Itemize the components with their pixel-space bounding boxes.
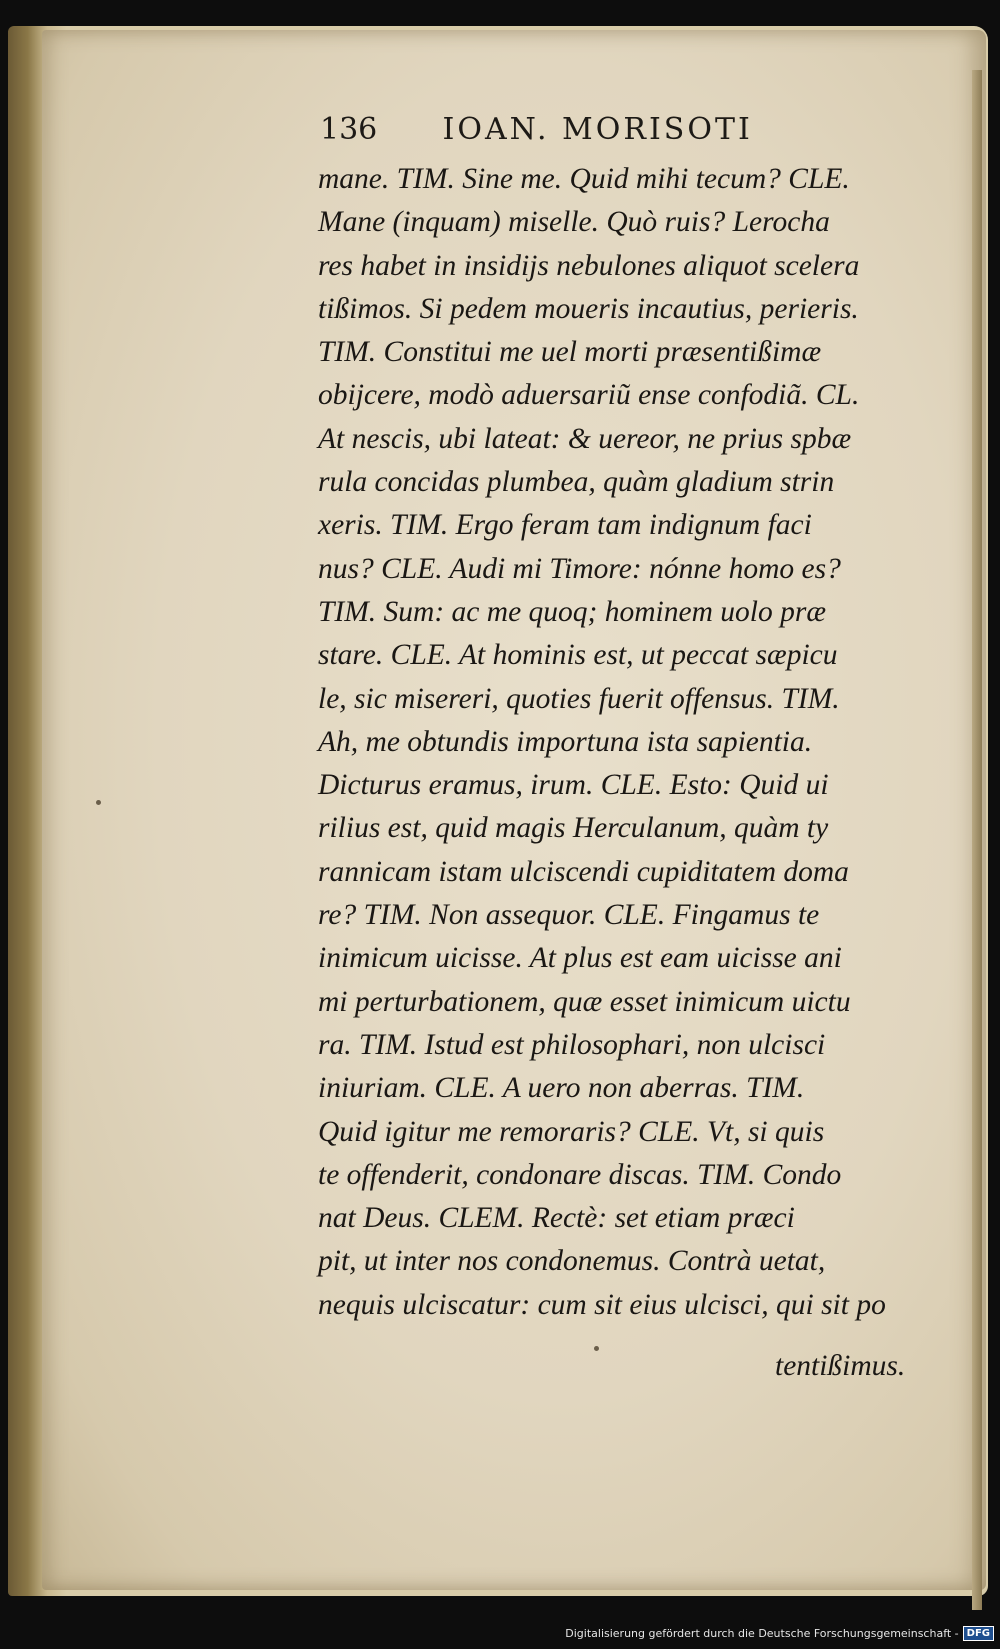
page-speck bbox=[96, 800, 101, 805]
text-line: obijcere, modò aduersariũ ense confodiã. CL. bbox=[318, 379, 860, 412]
text-line: Dicturus eramus, irum. CLE. Esto: Quid ui bbox=[318, 769, 829, 802]
page-number: 136 bbox=[320, 112, 378, 147]
dfg-logo-icon: DFG bbox=[963, 1626, 994, 1641]
text-line: re? TIM. Non assequor. CLE. Fingamus te bbox=[318, 899, 820, 932]
text-line: TIM. Sum: ac me quoq; hominem uolo præ bbox=[318, 595, 826, 628]
text-line: ra. TIM. Istud est philosophari, non ulcisci bbox=[318, 1028, 826, 1061]
running-head bbox=[320, 112, 880, 147]
text-line: te offenderit, condonare discas. TIM. Condo bbox=[318, 1158, 842, 1191]
text-line: rula concidas plumbea, quàm gladium strin bbox=[318, 466, 835, 499]
text-line: nequis ulciscatur: cum sit eius ulcisci, qui sit po bbox=[318, 1288, 886, 1321]
catchword: tentißimus. bbox=[775, 1350, 906, 1382]
text-line: Mane (inquam) miselle. Quò ruis? Lerocha bbox=[318, 206, 830, 239]
text-line: res habet in insidijs nebulones aliquot scelera bbox=[318, 249, 860, 282]
text-line: rannicam istam ulciscendi cupiditatem doma bbox=[318, 855, 849, 888]
text-line: mane. TIM. Sine me. Quid mihi tecum? CLE. bbox=[318, 163, 850, 195]
text-line: xeris. TIM. Ergo feram tam indignum faci bbox=[318, 509, 812, 542]
text-line: pit, ut inter nos condonemus. Contrà uetat, bbox=[318, 1245, 826, 1278]
digitization-footer bbox=[565, 1626, 994, 1641]
page-speck bbox=[594, 1346, 599, 1351]
body-text bbox=[318, 158, 946, 1327]
text-line: stare. CLE. At hominis est, ut peccat sæpicu bbox=[318, 639, 838, 672]
footer-credit: Digitalisierung gefördert durch die Deutsche Forschungsgemeinschaft - bbox=[565, 1627, 959, 1640]
text-line: le, sic misereri, quoties fuerit offensus. TIM. bbox=[318, 682, 840, 715]
text-line: mi perturbationem, quæ esset inimicum uictu bbox=[318, 985, 851, 1018]
text-line: inimicum uicisse. At plus est eam uicisse ani bbox=[318, 942, 842, 975]
text-line: Ah, me obtundis importuna ista sapientia. bbox=[318, 725, 813, 758]
text-line: rilius est, quid magis Herculanum, quàm ty bbox=[318, 812, 829, 845]
page-right-edge bbox=[972, 70, 982, 1610]
text-line: nus? CLE. Audi mi Timore: nónne homo es? bbox=[318, 552, 841, 585]
text-line: tißimos. Si pedem moueris incautius, perieris. bbox=[318, 292, 859, 325]
text-line: TIM. Constitui me uel morti præsentißimæ bbox=[318, 336, 822, 369]
text-line: At nescis, ubi lateat: & uereor, ne prius spbæ bbox=[318, 422, 852, 455]
text-line: Quid igitur me remoraris? CLE. Vt, si quis bbox=[318, 1115, 825, 1148]
text-line: iniuriam. CLE. A uero non aberras. TIM. bbox=[318, 1072, 805, 1105]
running-title: IOAN. MORISOTI bbox=[442, 112, 753, 147]
text-line: nat Deus. CLEM. Rectè: set etiam præci bbox=[318, 1202, 795, 1235]
